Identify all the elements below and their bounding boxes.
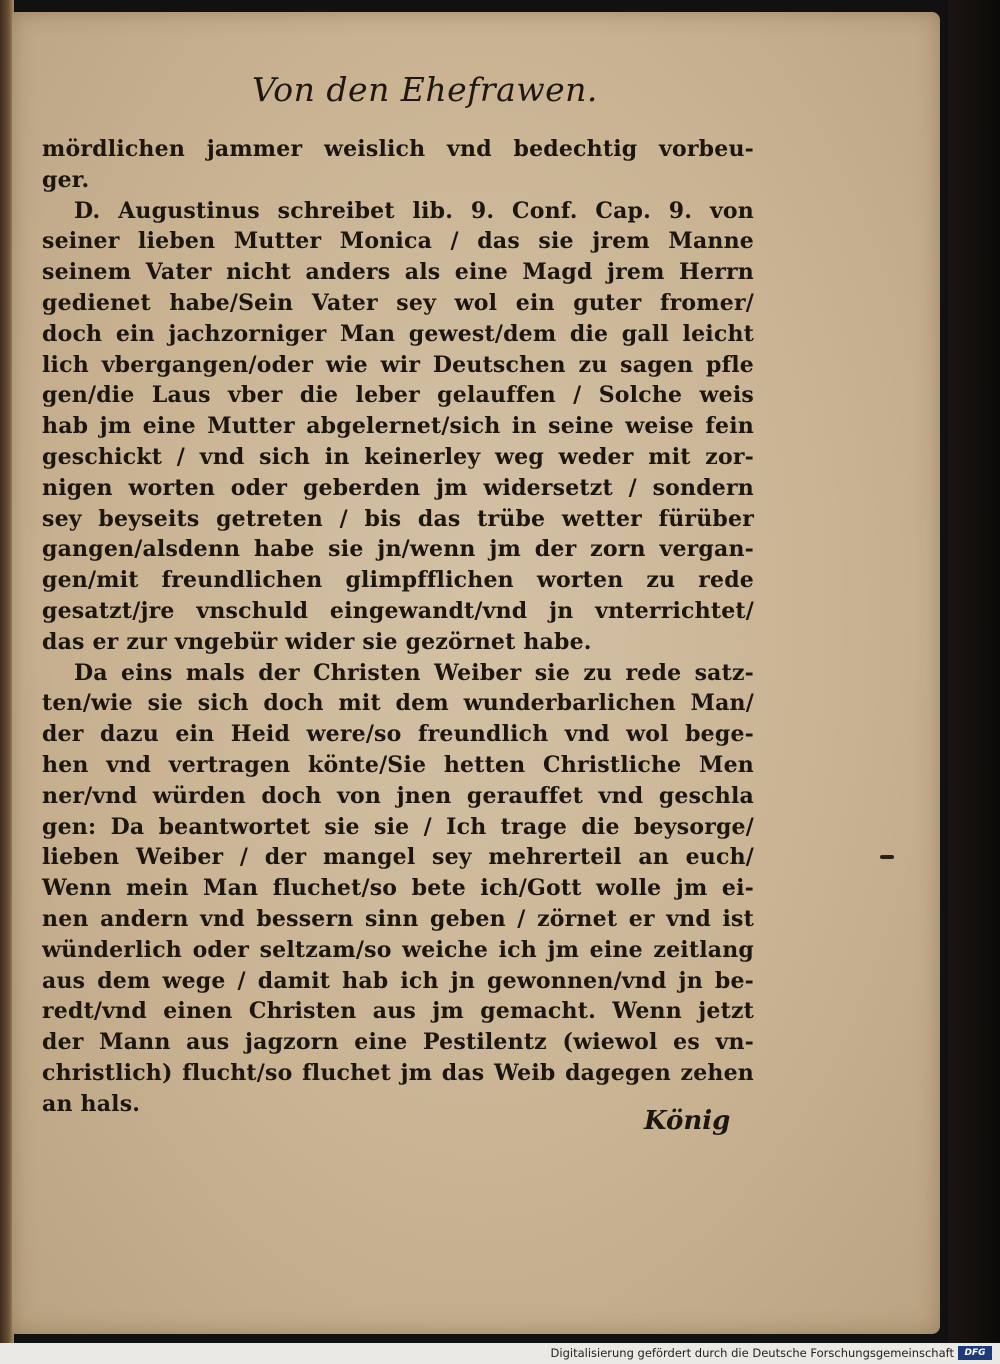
running-head: Von den Ehefrawen. bbox=[252, 70, 598, 109]
text-line: nen andern vnd bessern sinn geben / zörnet er vnd ist bbox=[42, 905, 754, 932]
text-line: hab jm eine Mutter abgelernet/sich in seine weise fein bbox=[42, 413, 754, 440]
text-line: ger. bbox=[42, 166, 90, 193]
text-line: gen/die Laus vber die leber gelauffen / Solche weis bbox=[42, 382, 754, 409]
text-line: gedienet habe/Sein Vater sey wol ein guter fromer/ bbox=[42, 289, 754, 316]
text-line: der Mann aus jagzorn eine Pestilentz (wiewol es vn- bbox=[42, 1029, 754, 1056]
text-line: lich vbergangen/oder wie wir Deutschen zu sagen pfle bbox=[42, 351, 754, 378]
text-line: ten/wie sie sich doch mit dem wunderbarlichen Man/ bbox=[42, 690, 754, 717]
text-line: lieben Weiber / der mangel sey mehrerteil an euch/ bbox=[42, 844, 754, 871]
body-text bbox=[42, 134, 754, 1120]
text-line: der dazu ein Heid were/so freundlich vnd wol bege- bbox=[42, 721, 754, 748]
text-line: Wenn mein Man fluchet/so bete ich/Gott wolle jm ei- bbox=[42, 875, 754, 902]
text-line: seiner lieben Mutter Monica / das sie jrem Manne bbox=[42, 228, 754, 255]
text-line: ner/vnd würden doch von jnen gerauffet vnd geschla bbox=[42, 782, 754, 809]
text-line: nigen worten oder geberden jm widersetzt / sondern bbox=[42, 474, 754, 501]
funding-credit: Digitalisierung gefördert durch die Deutsche Forschungsgemeinschaft bbox=[550, 1346, 954, 1360]
text-line: Da eins mals der Christen Weiber sie zu rede satz- bbox=[74, 659, 754, 686]
book-page bbox=[12, 12, 940, 1334]
catchword: König bbox=[644, 1106, 731, 1136]
text-line: an hals. bbox=[42, 1090, 141, 1117]
text-line: seinem Vater nicht anders als eine Magd jrem Herrn bbox=[42, 259, 754, 286]
text-line: christlich) flucht/so fluchet jm das Weib dagegen zehen bbox=[42, 1059, 754, 1086]
text-line: gen: Da beantwortet sie sie / Ich trage die beysorge/ bbox=[42, 813, 754, 840]
margin-mark bbox=[880, 855, 894, 859]
text-line: gangen/alsdenn habe sie jn/wenn jm der zorn vergan- bbox=[42, 536, 754, 563]
text-line: hen vnd vertragen könte/Sie hetten Christliche Men bbox=[42, 751, 754, 778]
text-line: mördlichen jammer weislich vnd bedechtig vorbeu- bbox=[42, 136, 754, 162]
text-line: D. Augustinus schreibet lib. 9. Conf. Cap. 9. von bbox=[74, 197, 754, 224]
scan-margin bbox=[948, 0, 1000, 1343]
dfg-logo-icon: DFG bbox=[958, 1346, 992, 1360]
text-line: doch ein jachzorniger Man gewest/dem die gall leicht bbox=[42, 320, 754, 347]
text-line: redt/vnd einen Christen aus jm gemacht. Wenn jetzt bbox=[42, 998, 754, 1025]
text-line: das er zur vngebür wider sie gezörnet habe. bbox=[42, 628, 592, 655]
text-line: aus dem wege / damit hab ich jn gewonnen/vnd jn be- bbox=[42, 967, 754, 994]
text-line: gen/mit freundlichen glimpfflichen worten zu rede bbox=[42, 567, 754, 594]
text-line: sey beyseits getreten / bis das trübe wetter fürüber bbox=[42, 505, 754, 532]
footer-bar bbox=[0, 1343, 1000, 1364]
text-line: gesatzt/jre vnschuld eingewandt/vnd jn vnterrichtet/ bbox=[42, 597, 754, 624]
text-line: geschickt / vnd sich in keinerley weg weder mit zor- bbox=[42, 443, 754, 470]
text-line: wünderlich oder seltzam/so weiche ich jm eine zeitlang bbox=[42, 936, 754, 963]
